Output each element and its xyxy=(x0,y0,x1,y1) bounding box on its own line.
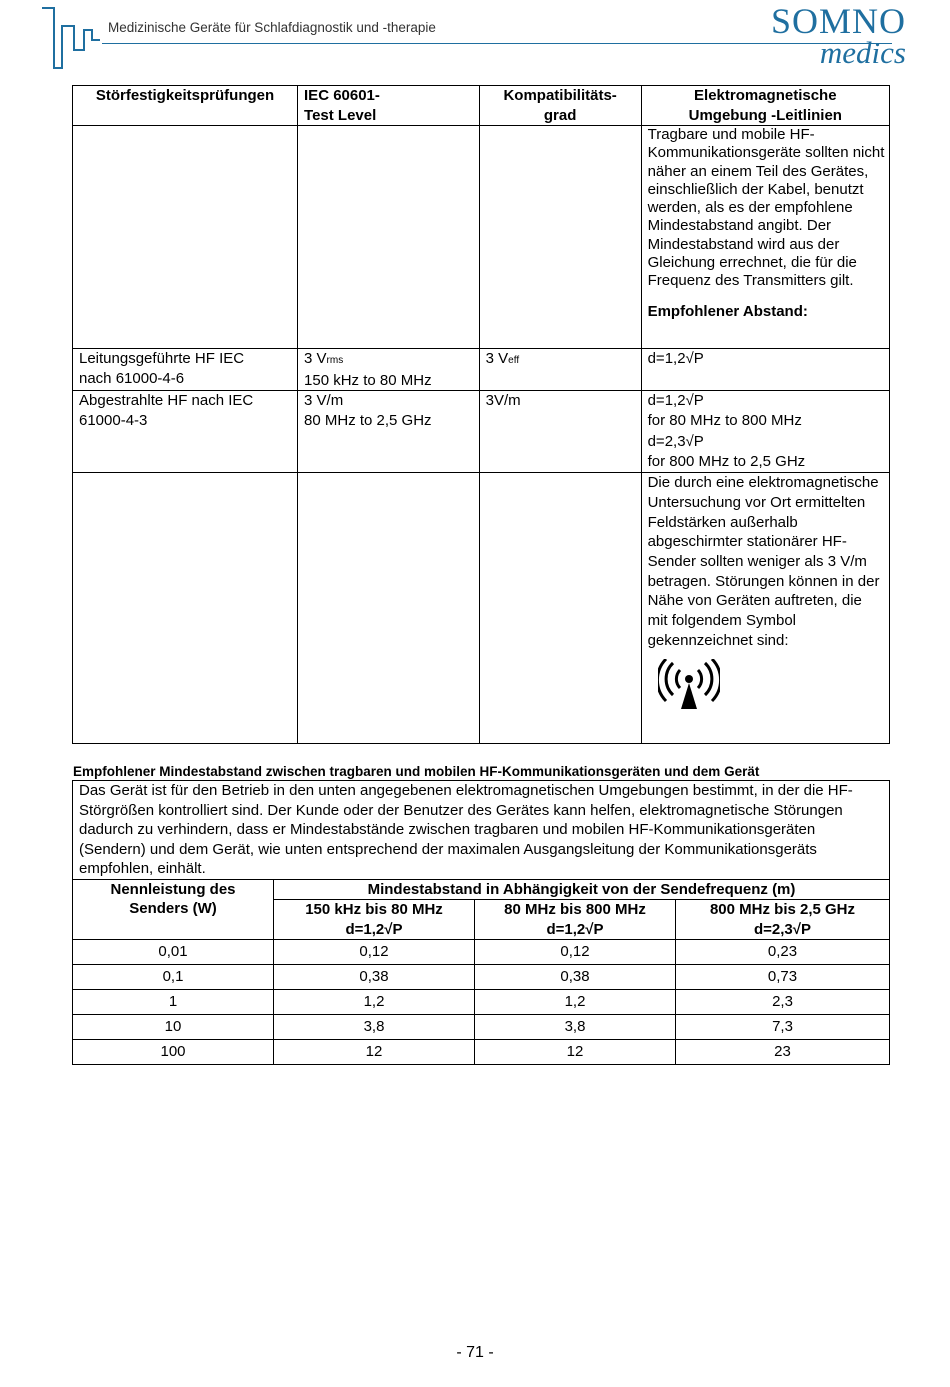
intro-row xyxy=(73,126,890,349)
row-conducted xyxy=(73,349,890,391)
distance-cell: 12 xyxy=(274,1040,475,1065)
header-guidance xyxy=(641,86,889,126)
distance-cell: 0,38 xyxy=(475,965,676,990)
note-text: Die durch eine elektromagnetische Untersuchung vor Ort ermittelten Feldstärken außerhalb abgeschirmter stationärer HF-Sender sollten weniger als 3 V/m betragen. Störungen können in der Nähe von Geräten auftreten, die mit folgendem Symbol gekennzeichnet sind: xyxy=(647,474,880,649)
radiated-test-line1: Abgestrahlte HF nach IEC xyxy=(79,392,254,409)
guidance-intro-cell xyxy=(641,126,889,349)
power-header-line2: Senders (W) xyxy=(129,900,217,917)
freq-col-3-formula: d=2,3√P xyxy=(753,920,811,938)
distance-cell: 7,3 xyxy=(676,1015,890,1040)
distance-header-row xyxy=(73,879,890,900)
radiated-level-line2: 80 MHz to 2,5 GHz xyxy=(304,411,432,429)
brand-line2: medics xyxy=(819,35,906,70)
header-test-label: Störfestigkeitsprüfungen xyxy=(95,87,275,104)
freq-col-2-range: 80 MHz bis 800 MHz xyxy=(504,901,646,918)
note-cell-1 xyxy=(73,473,298,744)
power-cell: 10 xyxy=(73,1015,274,1040)
distance-cell: 3,8 xyxy=(274,1015,475,1040)
power-cell: 0,1 xyxy=(73,965,274,990)
brand-line1: SOMNO xyxy=(770,1,906,41)
distance-intro: Das Gerät ist für den Betrieb in den unten angegebenen elektromagnetischen Umgebungen bestimmt, in der die HF-Störgrößen kontrolliert sind. Der Kunde oder der Benutzer des Gerätes kann helfen, elektromagnetische Störungen dadurch zu verhindern, dass er Mindestabstände zwischen tragbaren und mobilen HF-Kommunikationsgeräten (Sendern) und dem Gerät, wie unten entsprechend der maximalen Ausgangsleitung der Kommunikationsgeräts empfohlen, einhält. xyxy=(73,781,890,880)
table-row xyxy=(73,990,890,1015)
conducted-level-line1 xyxy=(304,349,475,371)
note-cell xyxy=(641,473,889,744)
header-compat-line2: grad xyxy=(543,106,577,124)
radiated-range2: for 800 MHz to 2,5 GHz xyxy=(647,452,806,470)
distance-table xyxy=(72,780,890,1065)
distance-cell: 0,73 xyxy=(676,965,890,990)
radiated-compat: 3V/m xyxy=(479,391,641,473)
recommended-distance-label: Empfohlener Abstand: xyxy=(647,302,808,320)
distance-cell: 12 xyxy=(475,1040,676,1065)
note-row xyxy=(73,473,890,744)
table-row xyxy=(73,1040,890,1065)
intro-cell-1 xyxy=(73,126,298,349)
header-guidance-line2: Umgebung -Leitlinien xyxy=(688,106,842,124)
power-header-line1: Nennleistung des xyxy=(110,880,236,898)
table-row xyxy=(73,965,890,990)
header-level xyxy=(298,86,480,126)
distance-cell: 0,23 xyxy=(676,940,890,965)
freq-col-3 xyxy=(676,900,890,940)
page-number: - 71 - xyxy=(456,1344,494,1361)
radiated-level xyxy=(298,391,480,473)
intro-cell-2 xyxy=(298,126,480,349)
distance-cell: 0,12 xyxy=(475,940,676,965)
distance-cell: 1,2 xyxy=(475,990,676,1015)
header-subtitle: Medizinische Geräte für Schlafdiagnostik und -therapie xyxy=(108,20,436,35)
header-level-line1: IEC 60601- xyxy=(304,87,380,104)
conducted-level xyxy=(298,349,480,391)
radiated-range1: for 80 MHz to 800 MHz xyxy=(647,412,802,430)
freq-col-3-range: 800 MHz bis 2,5 GHz xyxy=(709,901,856,918)
conducted-compat xyxy=(479,349,641,391)
freq-col-1 xyxy=(274,900,475,940)
conducted-level-range: 150 kHz to 80 MHz xyxy=(304,371,432,389)
header-compat xyxy=(479,86,641,126)
non-ionizing-radiation-icon xyxy=(658,659,885,717)
conducted-compat-sub: eff xyxy=(508,355,520,366)
header-test xyxy=(73,86,298,126)
conducted-level-sub: rms xyxy=(326,355,344,366)
header-level-line2: Test Level xyxy=(304,106,377,124)
distance-cell: 1,2 xyxy=(274,990,475,1015)
table-row xyxy=(73,1015,890,1040)
immunity-table-header xyxy=(73,86,890,126)
conducted-test-line1: Leitungsgeführte HF IEC xyxy=(79,350,245,367)
radiated-level-line1: 3 V/m xyxy=(304,392,344,409)
distance-cell: 0,38 xyxy=(274,965,475,990)
radiated-formula1: d=1,2√P xyxy=(647,392,704,409)
row-radiated xyxy=(73,391,890,473)
power-cell: 1 xyxy=(73,990,274,1015)
table2-caption: Empfohlener Mindestabstand zwischen tragbaren und mobilen HF-Kommunikationsgeräten und dem Gerät xyxy=(73,764,760,779)
table-row xyxy=(73,940,890,965)
radiated-test-line2: 61000-4-3 xyxy=(79,411,148,429)
freq-col-2-formula: d=1,2√P xyxy=(546,920,604,938)
distance-header: Mindestabstand in Abhängigkeit von der Sendefrequenz (m) xyxy=(274,879,890,900)
guidance-intro-text: Tragbare und mobile HF-Kommunikationsgeräte sollten nicht näher an einem Teil des Gerätes, einschließlich der Kabel, benutzt werden, als es der empfohlene Mindestabstand angibt. Der Mindestabstand wird aus der Gleichung errechnet, die für die Frequenz des Transmitters gilt. xyxy=(647,126,885,290)
power-cell: 0,01 xyxy=(73,940,274,965)
note-cell-3 xyxy=(479,473,641,744)
distance-cell: 0,12 xyxy=(274,940,475,965)
freq-col-1-formula: d=1,2√P xyxy=(345,920,403,938)
immunity-table xyxy=(72,85,890,744)
power-header xyxy=(73,879,274,940)
distance-cell: 3,8 xyxy=(475,1015,676,1040)
conducted-test xyxy=(73,349,298,391)
conducted-level-value: 3 V xyxy=(304,350,327,367)
header-guidance-line1: Elektromagnetische xyxy=(694,87,837,104)
freq-col-1-range: 150 kHz bis 80 MHz xyxy=(305,901,443,918)
note-cell-2 xyxy=(298,473,480,744)
freq-col-2 xyxy=(475,900,676,940)
distance-intro-row xyxy=(73,781,890,880)
logo-icon xyxy=(40,6,102,70)
conducted-formula: d=1,2√P xyxy=(641,349,889,391)
radiated-test xyxy=(73,391,298,473)
distance-cell: 23 xyxy=(676,1040,890,1065)
conducted-compat-value: 3 V xyxy=(485,350,509,367)
power-cell: 100 xyxy=(73,1040,274,1065)
radiated-guidance xyxy=(641,391,889,473)
header-compat-line1: Kompatibilitäts- xyxy=(503,87,617,104)
distance-cell: 2,3 xyxy=(676,990,890,1015)
brand-logo xyxy=(770,1,906,70)
intro-cell-3 xyxy=(479,126,641,349)
radiated-formula2: d=2,3√P xyxy=(647,432,704,450)
conducted-test-line2: nach 61000-4-6 xyxy=(79,369,185,387)
